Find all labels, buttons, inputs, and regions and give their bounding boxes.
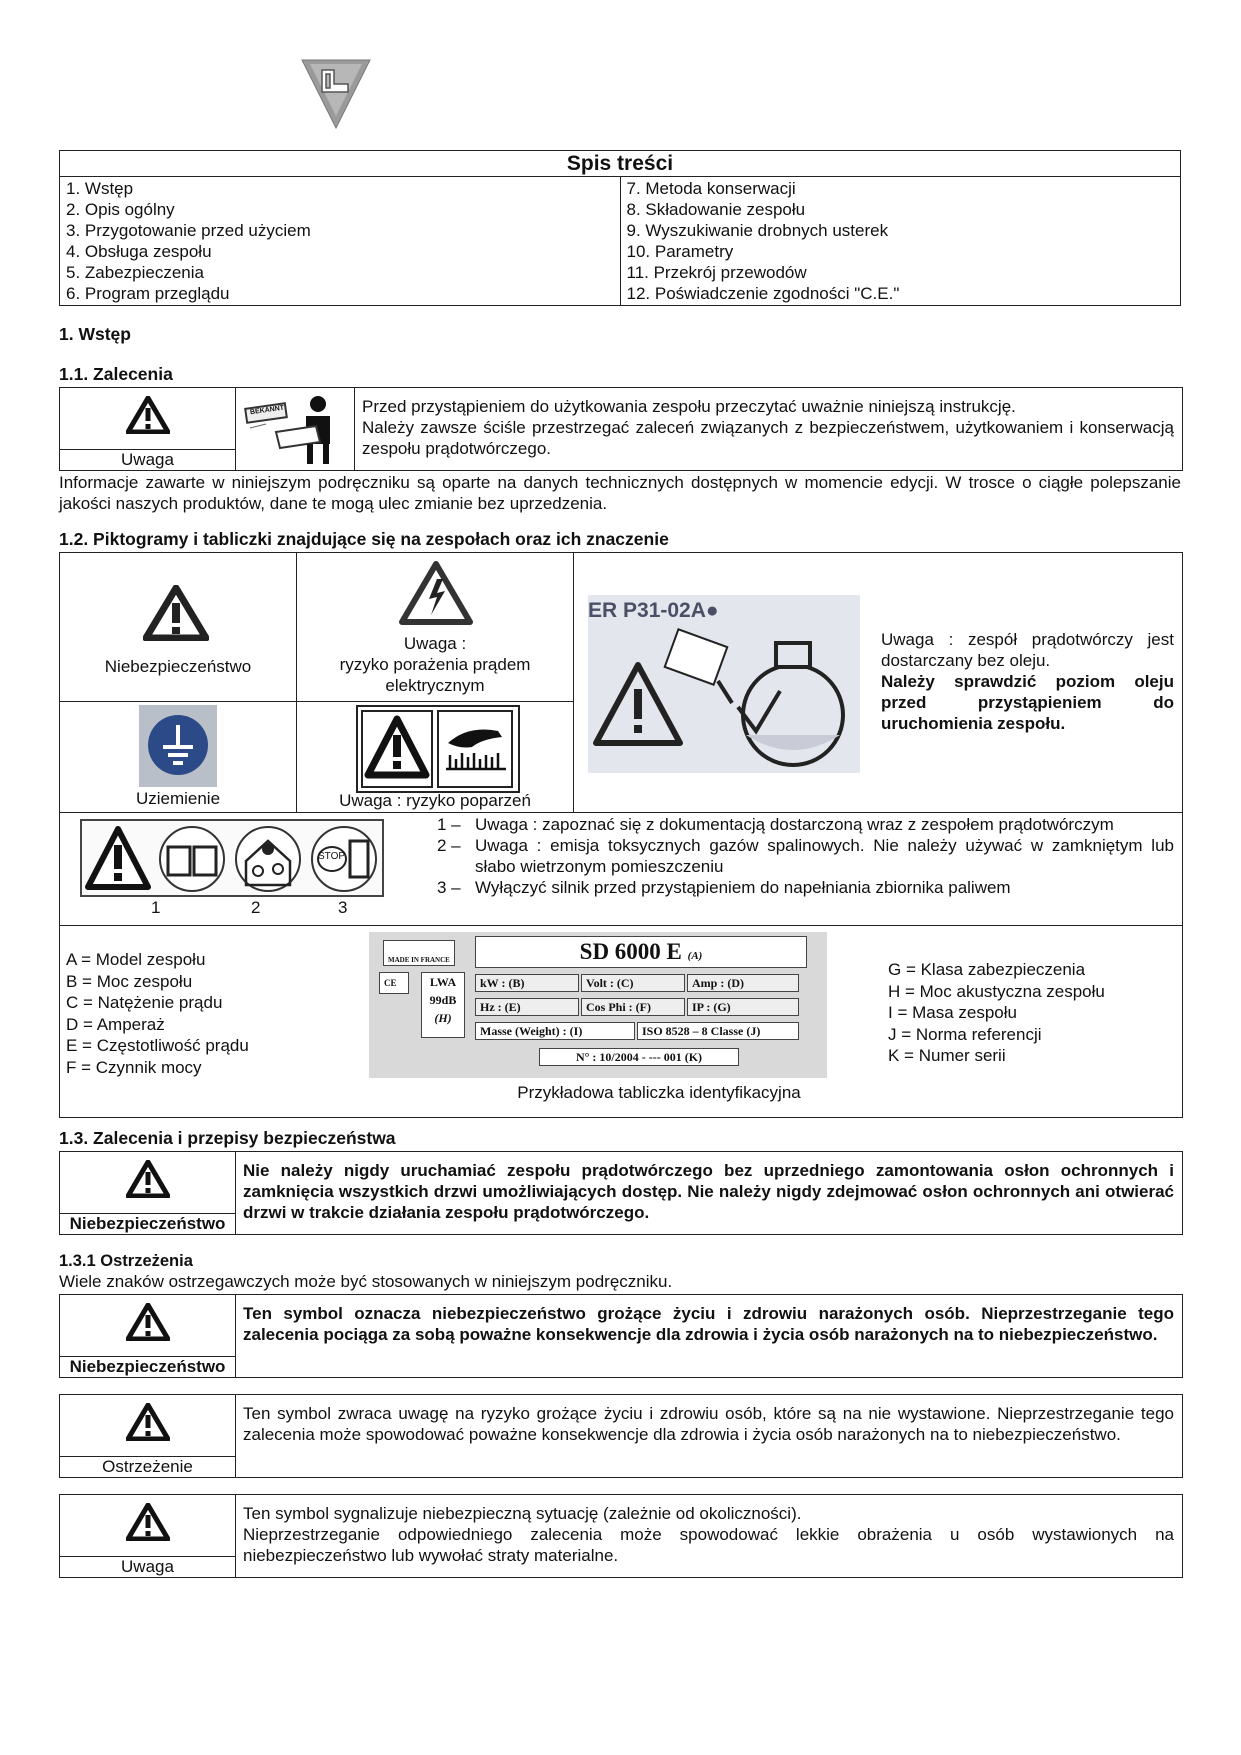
section-1-3-1-heading: 1.3.1 Ostrzeżenia <box>59 1252 193 1270</box>
danger-symbol-box <box>59 1294 1183 1378</box>
toc-item[interactable]: 12. Poświadczenie zgodności "C.E." <box>626 284 900 303</box>
toc-item[interactable]: 3. Przygotowanie przed użyciem <box>66 221 311 240</box>
safety-rules-text: Nie należy nigdy uruchamiać zespołu prądotwórczego bez uprzedniego zamontowania osłon ochronnych i zamknięcia wszystkich drzwi umożliwiających dostęp. Nie należy nigdy zdejmować osłon ochronnych ani otwierać drzwi w trakcie działania zespołu prądotwórczego. <box>243 1161 1174 1222</box>
notice-text-1: Ten symbol sygnalizuje niebezpieczną sytuację (zależnie od okoliczności). <box>243 1504 802 1523</box>
danger-symbol-text: Ten symbol oznacza niebezpieczeństwo grożące życiu i zdrowiu narażonych osób. Nieprzestrzeganie tego zalecenia pociąga za sobą poważne konsekwencje dla zdrowia i życia osób narażonych na to niebezpieczeństwo. <box>243 1304 1174 1344</box>
electric-shock-icon <box>399 561 473 625</box>
oil-text-1: Uwaga : zespół prądotwórczy jest dostarczany bez oleju. <box>881 630 1174 670</box>
section-1-heading: 1. Wstęp <box>59 324 131 344</box>
burn-hazard-icon <box>356 705 520 793</box>
shock-label-2: ryzyko porażenia prądem <box>339 655 531 674</box>
danger-label: Niebezpieczeństwo <box>104 657 252 676</box>
caution-symbol-text: Ten symbol zwraca uwagę na ryzyko grożące życiu i zdrowiu osób, które są na nie wystawione. Nieprzestrzeganie tego zalecenia może spowodować poważne konsekwencje dla zdrowia i życia osób narażonych na to niebezpieczeństwo. <box>243 1404 1174 1444</box>
shock-label-3: elektrycznym <box>385 676 485 695</box>
pictogram-strip <box>80 819 384 897</box>
toc-item[interactable]: 7. Metoda konserwacji <box>626 179 796 198</box>
warnings-intro: Wiele znaków ostrzegawczych może być stosowanych w niniejszym podręczniku. <box>59 1272 673 1291</box>
manual-reading-icon <box>236 388 355 470</box>
company-logo <box>300 58 372 135</box>
shock-label-1: Uwaga : <box>403 634 467 653</box>
warning-triangle-icon <box>126 1303 170 1341</box>
toc-left-column <box>60 177 621 306</box>
plate-caption: Przykładowa tabliczka identyfikacyjna <box>517 1083 801 1102</box>
notice-text-2: Nieprzestrzeganie odpowiedniego zalecenia może spowodować lekkie obrażenia u osób wystawionych na niebezpieczeństwo lub wywołać straty materialne. <box>243 1525 1174 1565</box>
table-of-contents <box>59 150 1181 306</box>
toc-item[interactable]: 9. Wyszukiwanie drobnych usterek <box>626 221 889 240</box>
toc-item[interactable]: 4. Obsługa zespołu <box>66 242 212 261</box>
warning-triangle-icon <box>126 396 170 434</box>
pictogram-number: 3 <box>338 898 348 917</box>
section-1-2-heading: 1.2. Piktogramy i tabliczki znajdujące się na zespołach oraz ich znaczenie <box>59 529 669 549</box>
stop-sign-text: STOP <box>318 851 346 862</box>
danger-triangle-icon <box>143 585 209 641</box>
toc-right-column <box>620 177 1181 306</box>
warning-triangle-icon <box>126 1403 170 1441</box>
ground-icon <box>139 705 217 787</box>
danger-label: Niebezpieczeństwo <box>60 1356 235 1377</box>
ground-label: Uziemienie <box>135 789 221 808</box>
oil-text-2: Należy sprawdzić poziom oleju przed przystąpieniem do uruchomienia zespołu. <box>881 672 1174 733</box>
warning-triangle-icon <box>126 1160 170 1198</box>
pictograms-table <box>59 552 1183 1118</box>
plate-legend-right: G = Klasa zabezpieczenia H = Moc akustyczna zespołu I = Masa zespołu J = Norma referencji K = Numer serii <box>888 960 1105 1065</box>
caution-label: Ostrzeżenie <box>60 1456 235 1477</box>
recommendation-text-1: Przed przystąpieniem do użytkowania zespołu przeczytać uważnie niniejszą instrukcję. <box>362 397 1016 416</box>
notice-symbol-box <box>59 1494 1183 1578</box>
safety-rules-box <box>59 1151 1183 1235</box>
toc-item[interactable]: 8. Składowanie zespołu <box>626 200 806 219</box>
oil-warning-sticker <box>588 595 860 773</box>
warning-triangle-icon <box>126 1503 170 1541</box>
recommendation-box <box>59 387 1183 471</box>
danger-label: Niebezpieczeństwo <box>60 1213 235 1234</box>
toc-item[interactable]: 10. Parametry <box>626 242 734 261</box>
section-1-1-heading: 1.1. Zalecenia <box>59 364 173 384</box>
section-1-3-heading: 1.3. Zalecenia i przepisy bezpieczeństwa <box>59 1128 396 1148</box>
plate-legend-left: A = Model zespołu B = Moc zespołu C = Natężenie prądu D = Amperaż E = Częstotliwość prądu F = Czynnik mocy <box>66 950 249 1077</box>
oil-sticker-code: ER P31-02A● <box>588 599 719 622</box>
list-item: 2 – Uwaga : emisja toksycznych gazów spalinowych. Nie należy używać w zamkniętym lub słabo wietrzonym pomieszczeniu <box>437 836 1174 876</box>
toc-item[interactable]: 11. Przekrój przewodów <box>626 263 807 282</box>
info-paragraph: Informacje zawarte w niniejszym podręczniku są oparte na danych technicznych dostępnych w momencie edycji. W trosce o ciągłe polepszanie jakości naszych produktów, dane te mogą ulec zmianie bez uprzedzenia. <box>59 473 1181 513</box>
caution-symbol-box <box>59 1394 1183 1478</box>
notice-label: Uwaga <box>60 1556 235 1577</box>
pictogram-number: 2 <box>251 898 261 917</box>
toc-item[interactable]: 5. Zabezpieczenia <box>66 263 204 282</box>
pictogram-number: 1 <box>151 898 161 917</box>
manual-image-text: BEKANNT <box>249 404 285 417</box>
list-item: 3 – Wyłączyć silnik przed przystąpieniem do napełniania zbiornika paliwem <box>437 878 1011 897</box>
recommendation-text-2: Należy zawsze ściśle przestrzegać zaleceń związanych z bezpieczeństwem, użytkowaniem i konserwacją zespołu prądotwórczego. <box>362 418 1174 458</box>
toc-item[interactable]: 6. Program przeglądu <box>66 284 230 303</box>
warning-label: Uwaga <box>60 449 235 470</box>
toc-item[interactable]: 1. Wstęp <box>66 179 134 198</box>
identification-plate: MADE IN FRANCE SD 6000 E (A) CE LWA 99dB (H) kW : (B) Volt : (C) Amp : (D) Hz : (E) Cos Phi : (F) IP : (G) Masse (Weight) : (I) ISO 8528 – 8 Classe (J) N° : 10/2004 - --- 001 (K) <box>369 932 827 1078</box>
burn-label: Uwaga : ryzyko poparzeń <box>339 791 531 810</box>
list-item: 1 – Uwaga : zapoznać się z dokumentacją dostarczoną wraz z zespołem prądotwórczym <box>437 815 1114 834</box>
toc-title: Spis treści <box>60 151 1181 177</box>
toc-item[interactable]: 2. Opis ogólny <box>66 200 175 219</box>
